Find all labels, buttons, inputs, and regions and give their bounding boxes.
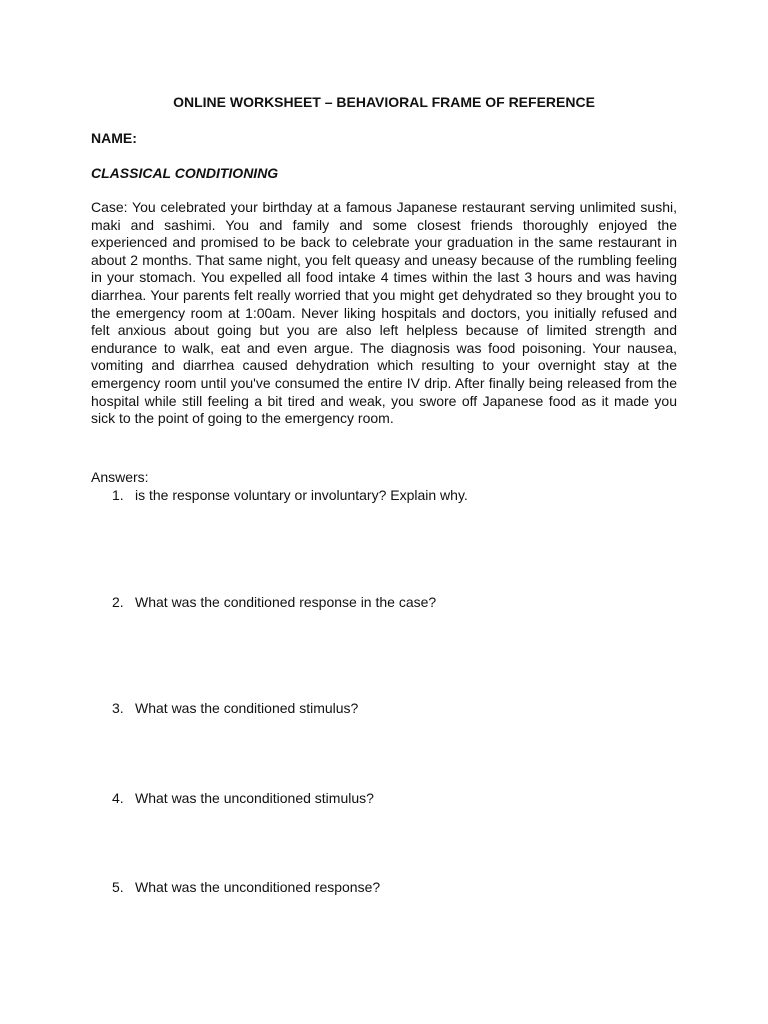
question-number: 4. [112,790,124,806]
question-number: 5. [112,879,124,895]
section-heading: CLASSICAL CONDITIONING [91,165,279,181]
question-number: 2. [112,594,124,610]
question-text: What was the conditioned response in the case? [135,594,437,610]
question-text: What was the conditioned stimulus? [135,700,359,716]
question-number: 3. [112,700,124,716]
question-text: What was the unconditioned stimulus? [135,790,374,806]
question-text: is the response voluntary or involuntary? Explain why. [135,487,468,503]
question-item [112,878,380,896]
name-label: NAME: [91,130,137,146]
question-number: 1. [112,487,124,503]
question-item [112,789,374,807]
question-text: What was the unconditioned response? [135,879,381,895]
case-paragraph: Case: You celebrated your birthday at a famous Japanese restaurant serving unlimited sushi, maki and sashimi. You and family and some closest friends thoroughly enjoyed the experienced and promised to be back to celebrate your graduation in the same restaurant in about 2 months. That same night, you felt queasy and uneasy because of the rumbling feeling in your stomach. You expelled all food intake 4 times within the last 3 hours and was having diarrhea. Your parents felt really worried that you might get dehydrated so they brought you to the emergency room at 1:00am. Never liking hospitals and doctors, you initially refused and felt anxious about going but you are also left helpless because of limited strength and endurance to walk, eat and even argue. The diagnosis was food poisoning. Your nausea, vomiting and diarrhea caused dehydration which resulting to your overnight stay at the emergency room until you've consumed the entire IV drip. After finally being released from the hospital while still feeling a bit tired and weak, you swore off Japanese food as it made you sick to the point of going to the emergency room. [91,199,677,427]
question-item [112,593,436,611]
question-item [112,699,358,717]
answers-label: Answers: [91,469,149,485]
question-item [112,486,468,504]
page-title: ONLINE WORKSHEET – BEHAVIORAL FRAME OF REFERENCE [173,94,595,110]
